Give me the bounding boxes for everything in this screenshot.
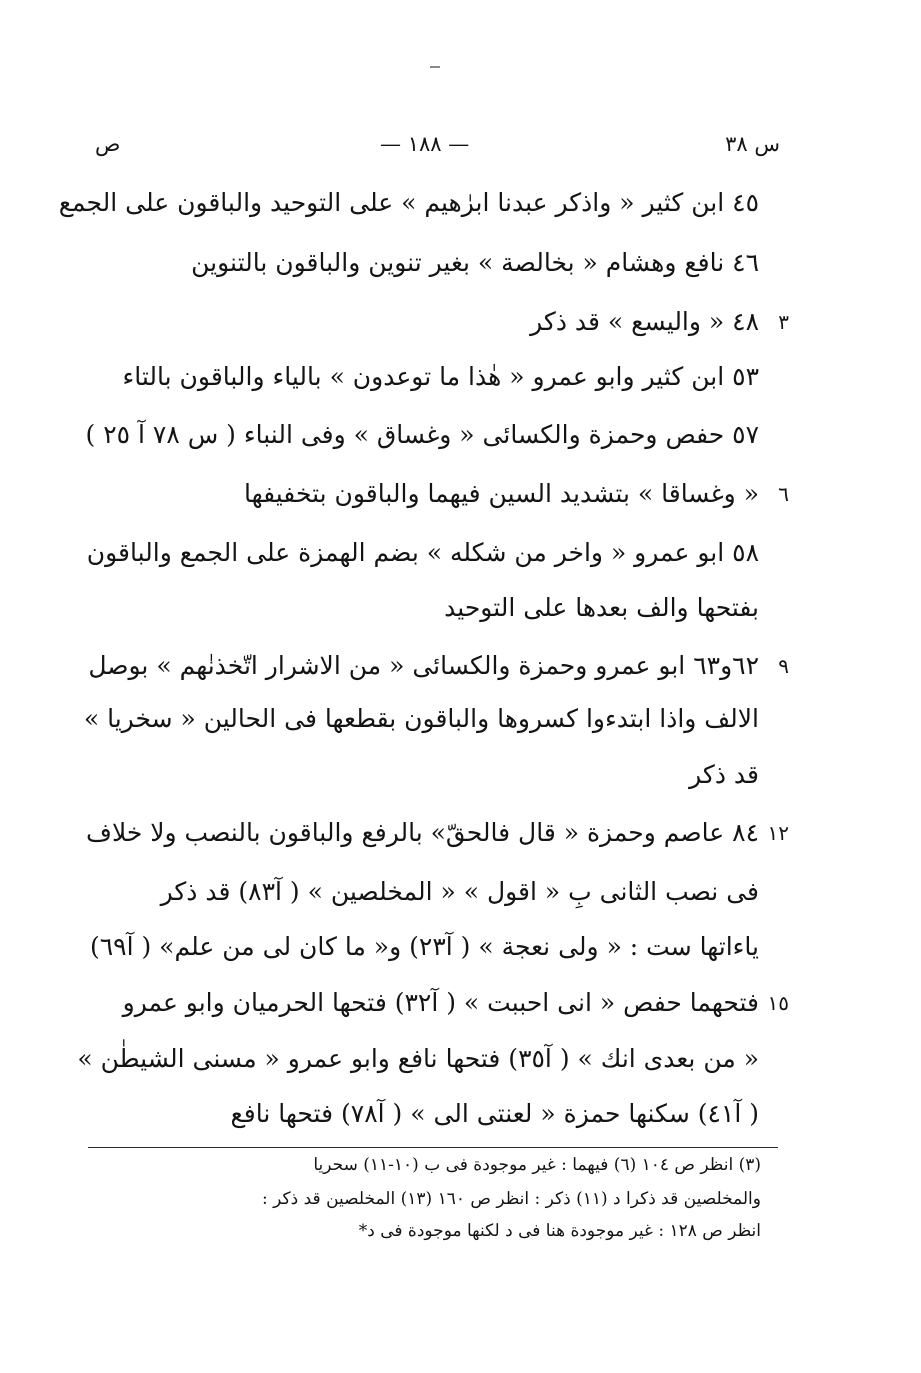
text-line-2: ٤٦ نافع وهشام « بخالصة » بغير تنوين والباقون بالتنوين [191,248,759,277]
text-line-3: ٤٨ « واليسع » قد ذكر [530,307,759,336]
text-line-16: « من بعدى انك » ( آ٣٥) فتحها نافع وابو عمرو « مسنى الشيطٰن » [77,1044,759,1073]
scan-speck [430,66,440,68]
text-line-1: ٤٥ ابن كثير « واذكر عبدنا ابرٰهيم » على التوحيد والباقون على الجمع [58,188,759,217]
running-header [90,132,780,164]
text-line-7: ٥٨ ابو عمرو « واخر من شكله » بضم الهمزة على الجمع والباقون [86,538,759,567]
text-line-12: ٨٤ عاصم وحمزة « قال فالحقّ» بالرفع والباقون بالنصب ولا خلاف [86,818,759,847]
margin-line-number: ٣ [778,310,789,334]
header-chapter: س ٣٨ [725,132,780,156]
margin-line-number: ٩ [778,654,789,678]
footnote-separator [88,1147,778,1148]
footnote-line-1: (٣) انظر ص ١٠٤ (٦) فيهما : غير موجودة فى ب (١٠-١١) سحريا [313,1155,761,1175]
text-line-11: قد ذكر [689,760,759,789]
text-line-13: فى نصب الثانى بِ « اقول » « المخلصين » ( آ٨٣) قد ذكر [160,877,759,906]
text-line-4: ٥٣ ابن كثير وابو عمرو « هٰذا ما توعدون » بالياء والباقون بالتاء [122,362,759,391]
text-line-5: ٥٧ حفص وحمزة والكسائى « وغساق » وفى النباء ( س ٧٨ آ ٢٥ ) [85,420,759,449]
footnote-line-2: والمخلصين قد ذكرا د (١١) ذكر : انظر ص ١٦٠ (١٣) المخلصين قد ذكر : [262,1189,761,1209]
margin-line-number: ١٥ [767,991,789,1015]
header-mark: ص [95,132,121,156]
text-line-8: بفتحها والف بعدها على التوحيد [444,593,759,622]
text-line-10: الالف واذا ابتدءوا كسروها والباقون بقطعها فى الحالين « سخريا » [83,704,759,733]
text-line-9: ٦٢و٦٣ ابو عمرو وحمزة والكسائى « من الاشرار اتّخذنٰهم » بوصل [88,651,759,680]
text-line-6: « وغساقا » بتشديد السين فيهما والباقون بتخفيفها [243,479,759,508]
text-line-14: ياءاتها ست : « ولى نعجة » ( آ٢٣) و« ما كان لى من علم» ( آ٦٩) [89,932,759,961]
margin-line-number: ٦ [778,482,789,506]
margin-line-number: ١٢ [767,821,789,845]
page-number: — ١٨٨ — [380,132,470,156]
text-line-15: فتحهما حفص « انى احببت » ( آ٣٢) فتحها الحرميان وابو عمرو [122,988,759,1017]
text-line-17: ( آ٤١) سكنها حمزة « لعنتى الى » ( آ٧٨) فتحها نافع [230,1099,759,1128]
footnote-line-3: انظر ص ١٢٨ : غير موجودة هنا فى د لكنها موجودة فى د* [358,1221,761,1241]
